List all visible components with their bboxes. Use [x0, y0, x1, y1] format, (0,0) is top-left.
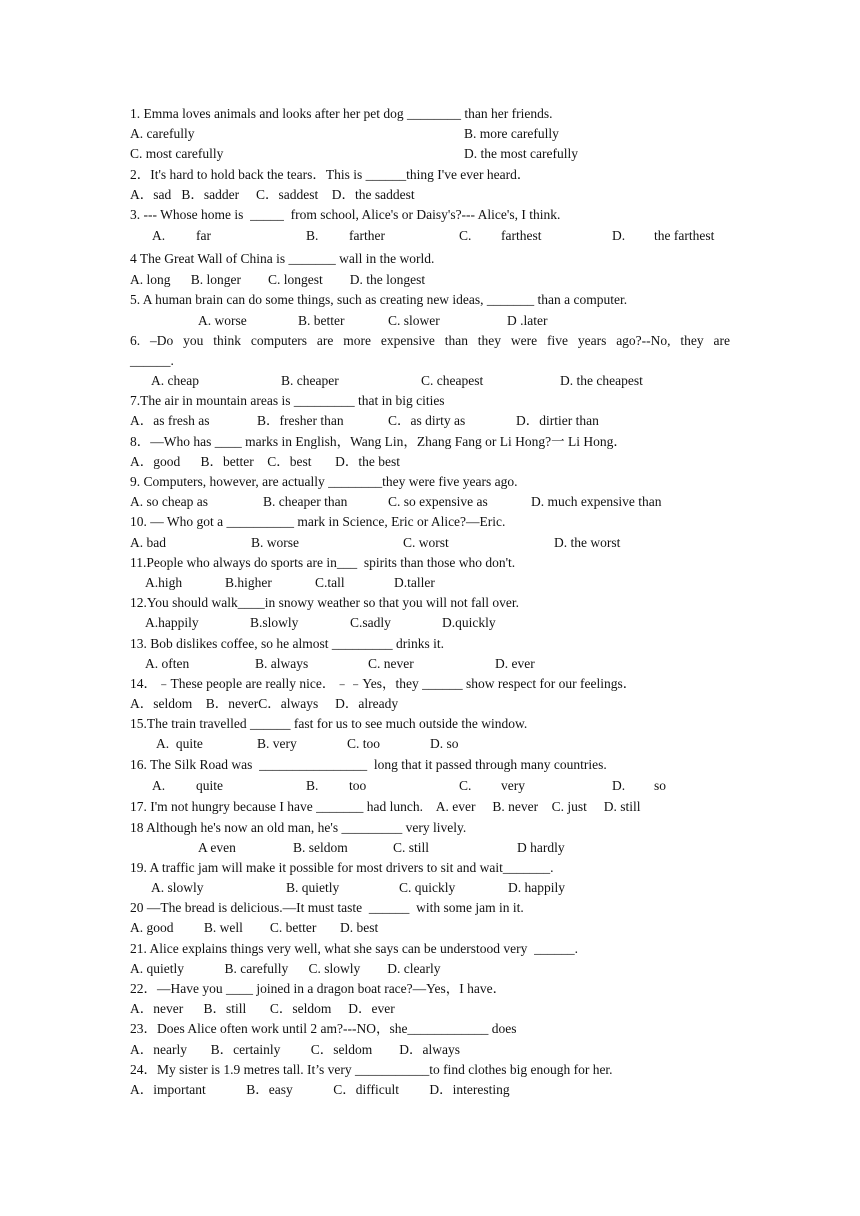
option-d-letter: D. — [612, 777, 626, 793]
option-c-letter: C. — [459, 777, 472, 793]
options-row — [130, 838, 730, 858]
options-row — [130, 918, 730, 938]
option-b: B. better — [298, 312, 345, 328]
option-c-text: very — [501, 777, 525, 793]
question-text: 21. Alice explains things very well, what she says can be understood very ______. — [130, 940, 579, 956]
option-c: C. so expensive as — [388, 494, 488, 510]
question-3 — [130, 205, 730, 225]
option-c: C. quickly — [399, 880, 456, 896]
options-row — [130, 999, 730, 1019]
option-b: B.higher — [225, 574, 272, 590]
options-row — [130, 734, 730, 754]
options-row — [130, 185, 730, 205]
option-c: C．as dirty as — [388, 413, 466, 429]
question-text: 15.The train travelled ______ fast for us to see much outside the window. — [130, 716, 528, 732]
options-row — [130, 144, 730, 164]
question-text: 2．It's hard to hold back the tears．This is ______thing I've ever heard． — [130, 166, 531, 182]
question-text: 23．Does Alice often work until 2 am?---NO，she____________ does — [130, 1021, 517, 1037]
question-11 — [130, 553, 730, 573]
option-a: A. slowly — [151, 880, 204, 896]
options-row — [130, 654, 730, 674]
options-text: A．seldom B．neverC．always D．already — [130, 696, 399, 712]
option-b: B. cheaper than — [263, 494, 348, 510]
question-text: 20 —The bread is delicious.—It must taste ______ with some jam in it. — [130, 900, 524, 916]
option-b: B. more carefully — [464, 126, 559, 142]
option-d: D. much expensive than — [531, 494, 662, 510]
option-d-text: the farthest — [654, 228, 715, 244]
options-text: A．important B．easy C．difficult D．interesting — [130, 1081, 510, 1097]
option-c-text: farthest — [501, 228, 542, 244]
option-a-letter: A. — [152, 777, 166, 793]
question-23 — [130, 1019, 730, 1039]
question-7 — [130, 391, 730, 411]
question-20 — [130, 898, 730, 918]
option-a: A. cheap — [151, 373, 199, 389]
question-text: 8．—Who has ____ marks in English，Wang Lin，Zhang Fang or Li Hong?一 Li Hong． — [130, 433, 627, 449]
option-b-letter: B. — [306, 777, 319, 793]
options-row — [130, 1080, 730, 1100]
option-d: D. the cheapest — [560, 373, 643, 389]
question-text-continued: ______. — [130, 352, 174, 368]
option-d: D. happily — [508, 880, 565, 896]
options-row — [130, 775, 730, 798]
question-8 — [130, 432, 730, 452]
option-c: C. still — [393, 839, 430, 855]
option-b: B．fresher than — [257, 413, 344, 429]
option-a: A. bad — [130, 534, 166, 550]
option-c: C.tall — [315, 574, 345, 590]
option-b: B. cheaper — [281, 373, 339, 389]
options-row — [130, 959, 730, 979]
option-b: B. seldom — [293, 839, 348, 855]
option-b-text: too — [349, 777, 367, 793]
option-d: D .later — [507, 312, 548, 328]
option-b: B. worse — [251, 534, 299, 550]
options-text: A. quietly B. carefully C. slowly D. clearly — [130, 960, 441, 976]
options-row — [130, 371, 730, 391]
option-b: B. always — [255, 655, 309, 671]
option-a: A.high — [145, 574, 183, 590]
options-row — [130, 452, 730, 472]
option-d: D. the most carefully — [464, 146, 578, 162]
option-a: A. carefully — [130, 126, 195, 142]
options-row — [130, 1040, 730, 1060]
options-row — [130, 613, 730, 633]
question-22 — [130, 979, 730, 999]
option-a-text: far — [196, 228, 211, 244]
options-row — [130, 694, 730, 714]
options-row — [130, 411, 730, 431]
option-a-text: quite — [196, 777, 223, 793]
question-21 — [130, 939, 730, 959]
question-17 — [130, 797, 730, 817]
option-d: D．dirtier than — [516, 413, 599, 429]
question-text: 16. The Silk Road was ________________ long that it passed through many countries. — [130, 756, 607, 772]
options-row — [130, 270, 730, 290]
options-row — [130, 311, 730, 331]
question-text: 19. A traffic jam will make it possible for most drivers to sit and wait_______. — [130, 859, 554, 875]
option-a: A．as fresh as — [130, 413, 210, 429]
question-24 — [130, 1060, 730, 1080]
options-text: A．nearly B．certainly C．seldom D．always — [130, 1041, 460, 1057]
question-12 — [130, 593, 730, 613]
question-2 — [130, 165, 730, 185]
options-text: A．sad B．sadder C．saddest D．the saddest — [130, 186, 415, 202]
option-d: D.taller — [394, 574, 435, 590]
question-text: 7.The air in mountain areas is _________ that in big cities — [130, 393, 445, 409]
option-a: A.happily — [145, 615, 199, 631]
options-row — [130, 225, 730, 248]
option-c: C. worst — [403, 534, 449, 550]
option-d: D. ever — [495, 655, 535, 671]
question-text: 22．—Have you ____ joined in a dragon boat race?—Yes，I have． — [130, 981, 507, 996]
option-d-letter: D. — [612, 228, 626, 244]
option-b-text: farther — [349, 228, 385, 244]
options-row — [130, 878, 730, 898]
question-16 — [130, 755, 730, 775]
option-d: D. so — [430, 736, 459, 752]
question-10 — [130, 512, 730, 532]
worksheet — [130, 104, 730, 1100]
question-14 — [130, 674, 730, 694]
option-a: A even — [198, 839, 236, 855]
option-c: C.sadly — [350, 615, 391, 631]
option-c-letter: C. — [459, 228, 472, 244]
options-row — [130, 573, 730, 593]
option-d: D.quickly — [442, 615, 496, 631]
options-row — [130, 533, 730, 553]
options-row — [130, 124, 730, 144]
question-15 — [130, 714, 730, 734]
question-text: 4 The Great Wall of China is _______ wall in the world. — [130, 250, 435, 266]
option-a: A. so cheap as — [130, 494, 208, 510]
options-text: A. long B. longer C. longest D. the longest — [130, 272, 426, 288]
option-c: C. slower — [388, 312, 440, 328]
question-text: 11.People who always do sports are in___ spirits than those who don't. — [130, 554, 516, 570]
option-d-text: so — [654, 777, 667, 793]
question-1 — [130, 104, 730, 124]
question-text: 24．My sister is 1.9 metres tall. It’s very ___________to find clothes big enough for her. — [130, 1061, 613, 1077]
option-a: A. quite — [156, 736, 203, 752]
question-13 — [130, 634, 730, 654]
option-d: D. the worst — [554, 534, 621, 550]
question-text: 10. — Who got a __________ mark in Science, Eric or Alice?—Eric. — [130, 514, 506, 530]
option-b: B.slowly — [250, 615, 299, 631]
question-18 — [130, 818, 730, 838]
question-5 — [130, 290, 730, 310]
question-text: 14．﹣These people are really nice．﹣﹣Yes，they ______ show respect for our feelings． — [130, 675, 637, 691]
question-text: 9. Computers, however, are actually ________they were five years ago. — [130, 474, 518, 489]
options-text: A. good B. well C. better D. best — [130, 920, 379, 936]
question-text: 13. Bob dislikes coffee, so he almost _________ drinks it. — [130, 635, 444, 651]
question-text: 12.You should walk____in snowy weather so that you will not fall over. — [130, 595, 519, 611]
question-text: 5. A human brain can do some things, such as creating new ideas, _______ than a computer. — [130, 292, 628, 308]
question-19 — [130, 858, 730, 878]
option-a: A. worse — [198, 312, 247, 328]
question-6-continued — [130, 351, 730, 371]
question-text: 17. I'm not hungry because I have _______ had lunch. A. ever B. never C. just D. still — [130, 799, 641, 815]
options-row — [130, 492, 730, 512]
question-text: 3. --- Whose home is _____ from school, Alice's or Daisy's?--- Alice's, I think. — [130, 206, 561, 222]
option-b-letter: B. — [306, 228, 319, 244]
option-b: B. very — [257, 736, 297, 752]
question-text: 6. –Do you think computers are more expensive than they were five years ago?--No, they are — [130, 332, 730, 348]
option-c: C. cheapest — [421, 373, 484, 389]
question-4 — [130, 248, 730, 271]
options-text: A．good B．better C．best D．the best — [130, 453, 400, 469]
question-9 — [130, 472, 730, 492]
option-a: A. often — [145, 655, 190, 671]
question-text: 1. Emma loves animals and looks after her pet dog ________ than her friends. — [130, 106, 553, 121]
option-c: C. never — [368, 655, 414, 671]
option-c: C. most carefully — [130, 146, 224, 162]
option-d: D hardly — [517, 839, 565, 855]
option-b: B. quietly — [286, 880, 340, 896]
option-a-letter: A. — [152, 228, 166, 244]
option-c: C. too — [347, 736, 381, 752]
question-text: 18 Although he's now an old man, he's _________ very lively. — [130, 819, 467, 835]
question-6 — [130, 331, 730, 351]
options-text: A．never B．still C．seldom D．ever — [130, 1001, 395, 1017]
